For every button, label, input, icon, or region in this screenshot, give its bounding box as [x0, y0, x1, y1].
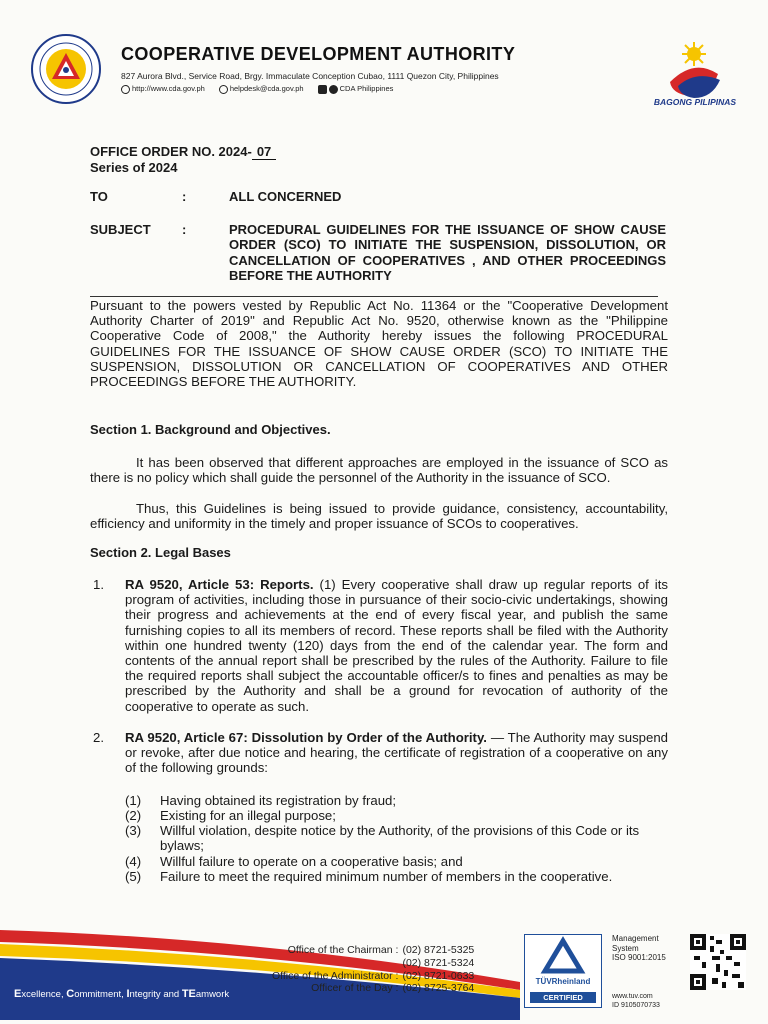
- item-number: 1.: [93, 577, 104, 592]
- facebook-icon: [329, 85, 338, 94]
- social-link[interactable]: CDA Philippines: [318, 84, 394, 94]
- bagong-pilipinas-logo: [650, 40, 738, 100]
- ground-item: (2) Existing for an illegal purpose;: [125, 808, 336, 823]
- youtube-icon: [318, 85, 327, 94]
- subject-value: PROCEDURAL GUIDELINES FOR THE ISSUANCE OF SHOW CAUSE ORDER (SCO) TO INITIATE THE SUSPENSION, DISSOLUTION, OR CANCELLATION OF COOPERATIVES , AND OTHER PROCEEDINGS BEFORE THE AUTHORITY: [229, 222, 666, 283]
- website-link[interactable]: http://www.cda.gov.ph: [121, 84, 205, 94]
- section-2-title: Section 2. Legal Bases: [90, 545, 231, 560]
- item-text: (1) Every cooperative shall draw up regular reports of its program of activities, including those in pursuance of their socio-civic undertakings, showing their progress and achievements at the end of every fiscal year, and publish the same furnishing copies to all its members of record. These reports shall be filed with the Authority within one hundred twenty (120) days from the end of the calendar year. The form and contents of the annual report shall be prescribed by the rules of the Authority. Failure to file the required reports shall subject the accountable officer/s to fines and penalties as may be prescribed by the Authority and shall be a ground for revocation of authority of the cooperative to operate as such.: [125, 577, 668, 714]
- ground-item: (3) Willful violation, despite notice by the Authority, of the provisions of this Code or its bylaws;: [125, 823, 640, 854]
- ground-item: (4) Willful failure to operate on a cooperative basis; and: [125, 854, 463, 869]
- intro-paragraph: Pursuant to the powers vested by Republic Act No. 11364 or the "Cooperative Development Authority Charter of 2019" and Republic Act No. 9520, otherwise known as the "Philippine Cooperative Code of 2008," the Authority hereby issues the following PROCEDURAL GUIDELINES FOR THE ISSUANCE OF SHOW CAUSE ORDER (SCO) TO INITIATE THE SUSPENSION, DISSOLUTION OR CANCELLATION OF COOPERATIVES AND OTHER PROCEEDINGS BEFORE THE AUTHORITY.: [90, 298, 668, 390]
- divider: [90, 296, 658, 297]
- item-text: — The Authority may suspend or revoke, after due notice and hearing, the certificate of registration of a cooperative on any of the following grounds:: [125, 730, 669, 776]
- contact-line: [121, 84, 393, 94]
- order-number-value: 07: [252, 144, 276, 160]
- tuv-info: www.tuv.com ID 9105070733: [612, 993, 660, 1009]
- phone-row: Officer of the Day : (02) 8725-3764: [311, 982, 475, 995]
- contact-numbers: [272, 944, 474, 995]
- email-link[interactable]: helpdesk@cda.gov.ph: [219, 84, 304, 94]
- item-heading: RA 9520, Article 67: Dissolution by Order of the Authority.: [125, 730, 487, 745]
- ground-item: (1) Having obtained its registration by fraud;: [125, 793, 397, 808]
- ground-item: (5) Failure to meet the required minimum number of members in the cooperative.: [125, 869, 613, 884]
- to-value: ALL CONCERNED: [229, 189, 342, 204]
- phone-row: Office of the Chairman : (02) 8721-5325: [287, 944, 475, 956]
- agency-address: 827 Aurora Blvd., Service Road, Brgy. Immaculate Conception Cubao, 1111 Quezon City, Philippines: [121, 71, 499, 81]
- tuv-triangle-icon: [525, 935, 601, 979]
- globe-icon: [121, 85, 130, 94]
- section-1-paragraph-1: It has been observed that different approaches are employed in the issuance of SCO as there is no policy which shall guide the personnel of the Authority in the issuance of SCO.: [90, 455, 668, 486]
- bagong-pilipinas-text: BAGONG PILIPINAS: [653, 97, 737, 107]
- subject-colon: :: [182, 222, 187, 237]
- office-order-number: OFFICE ORDER NO. 2024- 07: [90, 144, 276, 160]
- item-number: 2.: [93, 730, 104, 745]
- to-colon: :: [182, 189, 187, 204]
- tuv-certified-badge: CERTIFIED: [530, 992, 596, 1003]
- footer-motto: Excellence, Commitment, Integrity and TEamwork: [14, 988, 230, 1000]
- subject-label: SUBJECT: [90, 222, 151, 237]
- tuv-brand: TÜVRheinland: [535, 977, 591, 986]
- section-1-title: Section 1. Background and Objectives.: [90, 422, 331, 437]
- order-series: Series of 2024: [90, 160, 178, 175]
- section-1-paragraph-2: Thus, this Guidelines is being issued to provide guidance, consistency, accountability, efficiency and uniformity in the timely and proper issuance of SCOs to cooperatives.: [90, 501, 668, 532]
- management-system-label: Management System ISO 9001:2015: [612, 934, 666, 962]
- to-label: TO: [90, 189, 108, 204]
- cda-seal-logo: [30, 33, 102, 105]
- legal-basis-item: [125, 730, 668, 776]
- phone-row: Office of the Administrator : (02) 8721-0633: [272, 969, 475, 982]
- item-heading: RA 9520, Article 53: Reports.: [125, 577, 314, 592]
- legal-basis-item: [125, 577, 668, 714]
- phone-row: (02) 8721-5324: [402, 956, 475, 969]
- email-icon: [219, 85, 228, 94]
- qr-code-icon: [690, 934, 746, 990]
- agency-name: COOPERATIVE DEVELOPMENT AUTHORITY: [121, 44, 516, 64]
